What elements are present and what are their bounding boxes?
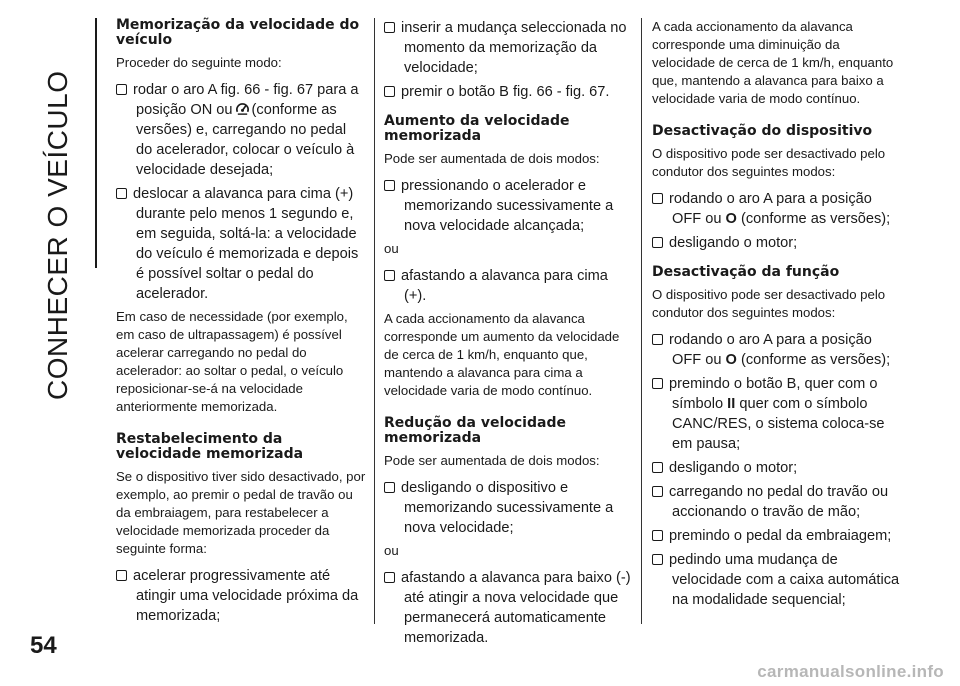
checkbox-bullet-icon bbox=[652, 486, 663, 497]
list-item-text: premindo o pedal da embraiagem; bbox=[669, 528, 892, 544]
checkbox-bullet-icon bbox=[116, 84, 127, 95]
list-item-text: rodando o aro A para a posição OFF ou bbox=[669, 332, 872, 368]
list-item-text: deslocar a alavanca para cima (+) durante pelo menos 1 segundo e, em seguida, soltá-la: a velocidade do veículo é memorizada e depois é possível soltar o pedal do acelerador. bbox=[133, 186, 359, 302]
list-item bbox=[652, 374, 902, 454]
column-divider bbox=[374, 18, 375, 624]
checkbox-bullet-icon bbox=[384, 180, 395, 191]
list-item bbox=[384, 176, 634, 236]
list-item bbox=[116, 184, 366, 304]
list-item-text: (conforme as versões); bbox=[740, 211, 891, 227]
paragraph: Se o dispositivo tiver sido desactivado, por exemplo, ao premir o pedal de travão ou da embraiagem, para restabelecer a velocidade memorizada proceder da seguinte forma: bbox=[116, 469, 366, 556]
page-number: 54 bbox=[30, 632, 57, 659]
list-item bbox=[384, 266, 634, 306]
paragraph: ou bbox=[384, 241, 399, 256]
checkbox-bullet-icon bbox=[384, 572, 395, 583]
list-item bbox=[652, 233, 902, 253]
list-item bbox=[652, 550, 902, 610]
checkbox-bullet-icon bbox=[652, 334, 663, 345]
checkbox-bullet-icon bbox=[384, 482, 395, 493]
heading-memorizacao: Memorização da velocidade do veículo bbox=[116, 17, 360, 48]
list-item-text: inserir a mudança seleccionada no momento da memorização da velocidade; bbox=[401, 20, 627, 76]
paragraph: Em caso de necessidade (por exemplo, em caso de ultrapassagem) é possível acelerar carregando no pedal do acelerador: ao soltar o pedal, o veículo reposicionar-se-á na velocidade anteriormente memorizada. bbox=[116, 309, 348, 414]
heading-desactivacao-funcao: Desactivação da função bbox=[652, 264, 840, 280]
paragraph: A cada accionamento da alavanca corresponde um aumento da velocidade de cerca de 1 km/h, enquanto que, mantendo a alavanca para cima a velocidade varia de modo contínuo. bbox=[384, 311, 620, 398]
section-title: CONHECER O VEÍCULO bbox=[42, 70, 73, 400]
list-item-text: acelerar progressivamente até atingir uma velocidade próxima da memorizada; bbox=[133, 568, 359, 624]
column-1 bbox=[116, 18, 366, 630]
list-item-text: quer com o símbolo CANC/RES, o sistema coloca-se em pausa; bbox=[672, 396, 885, 452]
checkbox-bullet-icon bbox=[652, 378, 663, 389]
list-item bbox=[384, 18, 634, 78]
list-item bbox=[384, 82, 634, 102]
list-item-text: pressionando o acelerador e memorizando sucessivamente a nova velocidade alcançada; bbox=[401, 178, 614, 234]
list-item-text: premir o botão B fig. 66 - fig. 67. bbox=[401, 84, 610, 100]
list-item-text: rodar o aro A fig. 66 - fig. 67 para a posição ON ou bbox=[133, 82, 359, 118]
cruise-control-icon bbox=[235, 101, 250, 116]
list-item bbox=[652, 458, 902, 478]
list-item-text: carregando no pedal do travão ou accionando o travão de mão; bbox=[669, 484, 889, 520]
checkbox-bullet-icon bbox=[116, 188, 127, 199]
paragraph: ou bbox=[384, 543, 399, 558]
column-divider bbox=[641, 18, 642, 624]
list-item bbox=[652, 189, 902, 229]
watermark: carmanualsonline.info bbox=[757, 662, 944, 681]
list-item bbox=[116, 80, 366, 180]
list-item bbox=[652, 330, 902, 370]
checkbox-bullet-icon bbox=[652, 530, 663, 541]
list-item-text: (conforme as versões) e, carregando no pedal do acelerador, colocar o veículo à velocidade desejada; bbox=[136, 102, 355, 178]
list-item bbox=[652, 526, 902, 546]
paragraph: O dispositivo pode ser desactivado pelo condutor dos seguintes modos: bbox=[652, 146, 886, 179]
checkbox-bullet-icon bbox=[384, 22, 395, 33]
list-item bbox=[384, 568, 634, 648]
list-item-text: desligando o dispositivo e memorizando sucessivamente a nova velocidade; bbox=[401, 480, 614, 536]
paragraph: O dispositivo pode ser desactivado pelo condutor dos seguintes modos: bbox=[652, 287, 886, 320]
paragraph: A cada accionamento da alavanca corresponde uma diminuição da velocidade de cerca de 1 km/h, enquanto que, mantendo a alavanca para baixo a velocidade varia de modo contínuo. bbox=[652, 19, 894, 106]
off-symbol: O bbox=[725, 211, 737, 227]
heading-aumento: Aumento da velocidade memorizada bbox=[384, 113, 570, 144]
list-item-text: afastando a alavanca para baixo (-) até atingir a nova velocidade que permanecerá automaticamente memorizada. bbox=[401, 570, 631, 646]
section-divider bbox=[95, 18, 97, 268]
column-2 bbox=[384, 18, 634, 652]
column-3 bbox=[652, 18, 902, 614]
checkbox-bullet-icon bbox=[116, 570, 127, 581]
paragraph: Proceder do seguinte modo: bbox=[116, 55, 282, 70]
list-item bbox=[384, 478, 634, 538]
list-item-text: desligando o motor; bbox=[669, 235, 798, 251]
list-item-text: pedindo uma mudança de velocidade com a caixa automática na modalidade sequencial; bbox=[669, 552, 900, 608]
list-item-text: premindo o botão B, quer com o símbolo bbox=[669, 376, 878, 412]
heading-desactivacao-dispositivo: Desactivação do dispositivo bbox=[652, 123, 873, 139]
paragraph: Pode ser aumentada de dois modos: bbox=[384, 151, 600, 166]
checkbox-bullet-icon bbox=[652, 237, 663, 248]
heading-restabelecimento: Restabelecimento da velocidade memorizada bbox=[116, 431, 304, 462]
list-item bbox=[116, 566, 366, 626]
off-symbol: O bbox=[725, 352, 737, 368]
list-item-text: desligando o motor; bbox=[669, 460, 798, 476]
checkbox-bullet-icon bbox=[652, 554, 663, 565]
checkbox-bullet-icon bbox=[652, 193, 663, 204]
checkbox-bullet-icon bbox=[652, 462, 663, 473]
checkbox-bullet-icon bbox=[384, 270, 395, 281]
paragraph: Pode ser aumentada de dois modos: bbox=[384, 453, 600, 468]
list-item-text: afastando a alavanca para cima (+). bbox=[401, 268, 608, 304]
list-item-text: rodando o aro A para a posição OFF ou bbox=[669, 191, 872, 227]
list-item bbox=[652, 482, 902, 522]
heading-reducao: Redução da velocidade memorizada bbox=[384, 415, 566, 446]
list-item-text: (conforme as versões); bbox=[740, 352, 891, 368]
pause-symbol: II bbox=[727, 396, 736, 412]
checkbox-bullet-icon bbox=[384, 86, 395, 97]
